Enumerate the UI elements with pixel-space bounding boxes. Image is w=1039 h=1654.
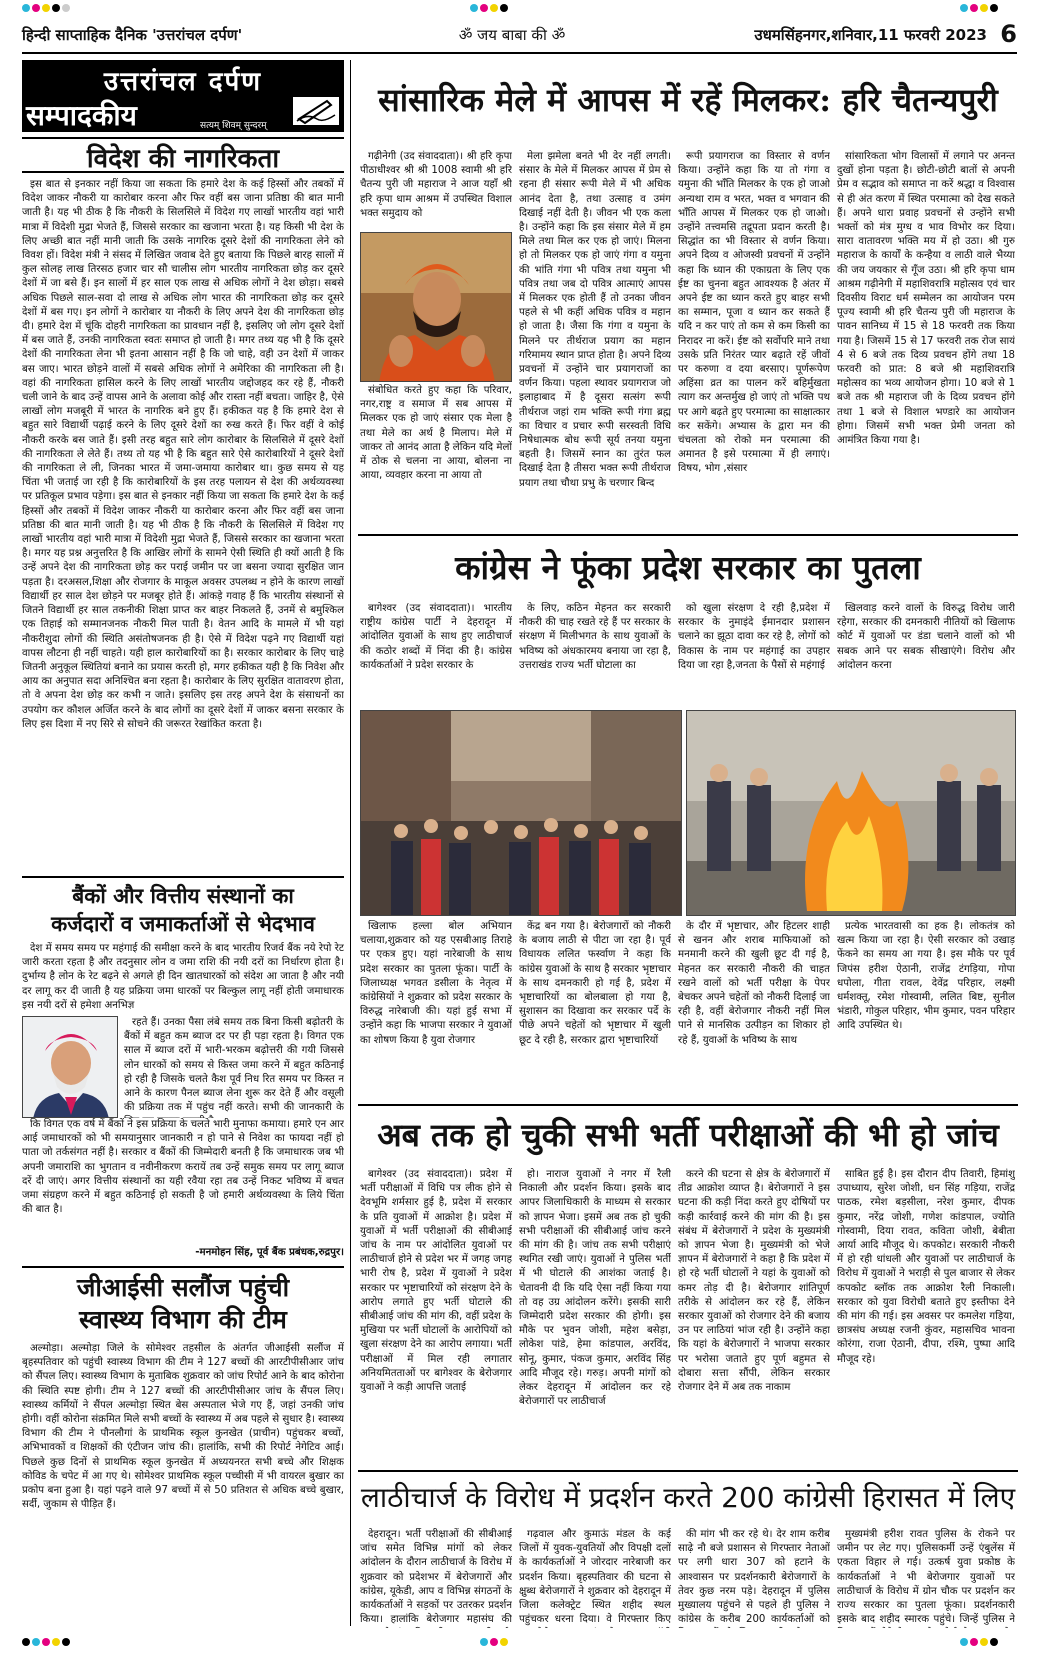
divider [22,1266,344,1268]
registration-dots-top-right [960,4,998,12]
story2-col3: को खुला संरक्षण दे रही है,प्रदेश में सरकार के नुमाइंदे ईमानदार प्रशासन चलाने का झूठा दावा कर रहे है, लोगों को विकास के नाम पर महंगाई का उपहार दिया जा रहा है,जनता के पैसों से महंगाई [678,603,830,671]
header-slogan: ॐ जय बाबा की ॐ [458,26,566,44]
page-header [22,18,1017,54]
header-date: उधमसिंहनगर,शनिवार,11 फरवरी 2023 [754,26,987,44]
story3-headline: अब तक हो चुकी सभी भर्ती परीक्षाओं की भी हो जांच [377,1116,999,1154]
story4-col3: की मांग भी कर रहे थे। देर शाम करीब साढ़े नौ बजे प्रशासन से गिरफ्तार नेताओं पर लगी धारा 307 को हटाने के आश्वासन पर प्रदर्शनकारी बेरोजगारों के तेवर कुछ नरम पड़े। देहरादून में पुलिस मुख्यालय पहुंचने से पहले ही पुलिस ने कांग्रेस के करीब 200 कार्यकर्ताओं को [678,1529,830,1626]
story4-col2: गढ़वाल और कुमाऊं मंडल के कई जिलों में युवक-युवतियों और विपक्षी दलों के कार्यकर्ताओं ने जोरदार नारेबाजी कर प्रदर्शन किया। बृहस्पतिवार की घटना से क्षुब्ध बेरोजगारों ने शुक्रवार को देहरादून में जिला कलेक्ट्रेट स्थित शहीद स्थल पहुंचकर धरना दिया। वे गिरफ्तार किए [519,1529,671,1626]
gic-body: अल्मोड़ा। अल्मोड़ा जिले के सोमेश्वर तहसील के अंतर्गत जीआईसी सलौंज में बृहस्पतिवार को पहुंची स्वास्थ्य विभाग की टीम ने 127 बच्चों की आरटीपीसीआर जांच को सैंपल लिए। स्वास्थ्य विभाग के मुताबिक शुक्रवार को जांच रिपोर्ट आने के बाद कोरोना की स्थिति स्पष्ट होगी। टीम ने 127 बच्चों की आरटीपीसीआर जांच के सैंपल लिए। स्वास्थ्य कर्मियों ने सैंपल अल्मोड़ा स्थित बेस अस्पताल भेजे गए हैं, जहां उनकी जांच होगी। वहीं कोरोना संक्रमित मिले सभी बच्चों के स्वास्थ्य में अब पहले से सुधार है। स्वास्थ्य विभाग की टीम ने पौनलौगां के प्राथमिक स्कूल कुनखेत (प्राचीन) पहुंचकर बच्चों, अभिभावकों व शिक्षकों की एंटीजन जांच की। हालांकि, सभी की रिपोर्ट नेगेटिव आई। पिछले कुछ दिनों से प्राथमिक स्कूल कुनखेत में अध्ययनरत सभी बच्चे और शिक्षक कोविड के चपेट में आ गए थे। सोमेश्वर प्राथमिक स्कूल पच्चीसी में भी वायरल बुखार का प्रकोप बना हुआ है। यहां पढ़ने वाले 97 बच्चों में से 50 प्रतिशत से अधिक बच्चे बुखार, सर्दी, जुकाम से पीड़ित हैं। [22,1343,344,1511]
banks-body-1: देश में समय समय पर महंगाई की समीक्षा करने के बाद भारतीय रिजर्व बैंक नये रेपो रेट जारी करता रहता है और तदनुसार लोन व जमा राशि की नयी दरों का निर्धारण होता है। दुर्भाग्य है लोन के रेट बढ़ने से अगले ही दिन खातधारकों को संदेश आ जाता है और नयी दर लागू कर दी जाती है यह प्रक्रिया जमा धारकों पर बिल्कुल लागू नहीं होती जमाधारक इस नयी दरों से हमेशा अनभिज्ञ [22,943,344,1011]
banks-headline-1: बैंकों और वित्तीय संस्थानों का [72,884,294,908]
page-number: 6 [1000,20,1017,48]
gic-headline-1: जीआईसी सलौंज पहुंची [76,1273,290,1302]
banks-body-3: कि विगत एक वर्ष में बैंकों ने इस प्रक्रिया के चलते भारी मुनाफा कमाया। हमारे एन आर आई जमाधारकों को भी समयानुसार जानकारी न हो पाने से निवेश का फायदा नहीं हो पाता जो तर्कसंगत नहीं है। सरकार व बैंकों की जिम्मेदारी बनती है कि जमाधारक जब भी अपनी जमाराशि का भुगतान व नवीनीकरण करायें तब उन्हें समुक समय पर लागू ब्याज दरें दी जाएं। अगर वित्तीय संस्थानों का यही रवैया रहा तब उन्हें निकट भविष्य में बचत जमा संग्रहण करने में बहुत कठिनाई हो सकती है जो हमारी अर्थव्यवस्था के लिये चिंता की बात है। [22,1119,344,1216]
banks-byline: -मनमोहन सिंह, पूर्व बैंक प्रबंधक,रुद्रपुर। [195,1247,344,1258]
story4-col1: देहरादून। भर्ती परीक्षाओं की सीबीआई जांच समेत विभिन्न मांगों को लेकर आंदोलन के दौरान लाठीचार्ज के विरोध में शुक्रवार को प्रदेशभर में बेरोजगारों और कांग्रेस, यूकेडी, आप व विभिन्न संगठनों के कार्यकर्ताओं ने सड़कों पर उतरकर प्रदर्शन किया। हालांकि बेरोजगार महासंघ की [360,1529,512,1626]
masthead-title: उत्तरांचल दर्पण [103,67,263,97]
registration-dots-bottom-right [960,1638,998,1646]
banks-body-2: रहते हैं। उनका पैसा लंबे समय तक बिना किसी बढ़ोतरी के बैंकों में बहुत कम ब्याज दर पर ही पड़ा रहता है। विगत एक साल में ब्याज दरों में भारी-भरकम बढ़ोत्तरी की गयी जिससे लोन धारकों को समय से किस्त जमा करने में बहुत कठिनाई हो रही है जिसके चलते कैश पूर्व निध रित समय पर किस्त न आने के कारण पैनल ब्याज लेना शुरू कर देते हैं और वसूली की प्रक्रिया तक में पहुंच नहीं करते। सभी की जानकारी के [124,1017,344,1114]
columnist-photo [22,1016,118,1118]
story2-col3b: के दौर में भृष्टाचार, और हिटलर शाही से खनन और शराब माफियाओं को मनमानी करने की खुली छूट दी गई है, मेहनत कर सरकारी नौकरी की चाहत रखने वालों को भर्ती परीक्षा के पेपर बेचकर अपने चहेतों को नौकरी दिलाई जा रही है, वहीं बेरोजगार नौकरी नहीं मिल पाने से मानसिक उत्पीड़न का शिकार हो रहे हैं, युवाओं के भविष्य के साथ [678,921,830,1046]
story3-col1: बागेश्वर (उद संवाददाता)। प्रदेश में भर्ती परीक्षाओं में विधि पत्र लीक होने से देवभूमि शर्मसार हुई है, प्रदेश में सरकार के प्रति युवाओं में आक्रोश है। प्रदेश में युवाओं में भर्ती परीक्षाओं की सीबीआई जांच के नाम पर आंदोलित युवाओं पर लाठीचार्ज होने से प्रदेश भर में जगह जगह भारी रोष है, प्रदेश में युवाओं ने प्रदेश सरकार पर भृष्टाचारियों को संरक्षण देने के आरोप लगाते हुए भर्ती घोटाले की सीबीआई जांच की मांग की, वहीं प्रदेश के मुखिया पर भर्ती घोटालों के आरोपियों को खुला संरक्षण देने का आरोप लगाया। भर्ती परीक्षाओं में मिल रही लगातार अनियमितताओं पर बागेश्वर के बेरोजगार युवाओं ने कड़ी आपत्ति जताई [360,1169,512,1394]
story3-col2: हो। नाराज युवाओं ने नगर में रैली निकाली और प्रदर्शन किया। इसके बाद आपर जिलाधिकारी के माध्यम से सरकार को ज्ञापन भेजा। इसमें अब तक हो चुकी सभी परीक्षाओं की सीबीआई जांच करने की मांग की है। जांच तक सभी परीक्षाएं स्थगित रखी जाएं। युवाओं ने पुलिस भर्ती में भी घोटाले की आशंका जताई है। चेतावनी दी कि यदि ऐसा नहीं किया गया तो वह उग्र आंदोलन करेंगे। इसकी सारी जिम्मेदारी प्रदेश सरकार की होगी। इस मौके पर भुवन जोशी, महेश बसेड़ा, लोकेश पांडे, हेमा कांडपाल, अरविंद, सोनू, कुमार, पंकज कुमार, अरविंद सिंह आदि मौजूद रहे। गरुड़। अपनी मांगों को लेकर देहरादून में आंदोलन कर रहे बेरोजगारों पर लाठीचार्ज [519,1169,671,1408]
editorial-title: विदेश की नागरिकता [22,137,344,173]
editorial-masthead [22,60,344,132]
column-separator [350,60,351,1626]
story1-col1a: गढ़ीनेगी (उद संवाददाता)। श्री हरि कृपा पीठाधीश्वर श्री श्री 1008 स्वामी श्री हरि चैतन्य पुरी जी महाराज ने आज यहाँ श्री हरि कृपा धाम आश्रम में उपस्थित विशाल भक्त समुदाय को [360,151,512,219]
story2-col4b: प्रत्येक भारतवासी का हक है। लोकतंत्र को खत्म किया जा रहा है। ऐसी सरकार को उखाड़ फेंकने का समय आ गया है। इस मौके पर पूर्व जिपंस हरीश ऐठानी, राजेंद्र टंगड़िया, गोपा धपोला, गीता रावल, देवेंद्र परिहार, लक्ष्मी धर्मशक्तू, रमेश गोस्वामी, ललित बिष्ट, सुनील भंडारी, गोकुल परिहार, भीम कुमार, पवन परिहार आदि उपस्थित थे। [837,921,1015,1032]
protest-march-photo [360,710,682,916]
divider [22,876,344,878]
banks-headline-2: कर्जदारों व जमाकर्ताओं से भेदभाव [51,912,315,936]
story4-col4: मुख्यमंत्री हरीश रावत पुलिस के रोकने पर जमीन पर लेट गए। पुलिसकर्मी उन्हें एंबुलेंस में एकता विहार ले गई। उत्कर्ष युवा प्रकोष्ठ के कार्यकर्ताओं ने भी बेरोजगार युवाओं पर लाठीचार्ज के विरोध में ग्रोन चौक पर प्रदर्शन कर राज्य सरकार का पुतला फूंका। प्रदर्शनकारी इसके बाद शहीद स्मारक पहुंचे। जिन्हें पुलिस ने [837,1529,1015,1626]
registration-dots-bottom-left [22,1638,70,1646]
story2-col1: बागेश्वर (उद संवाददाता)। भारतीय राष्ट्रीय कांग्रेस पार्टी ने देहरादून में आंदोलित युवाओं के साथ हुए लाठीचार्ज की कठोर शब्दों में निंदा की है। कांग्रेस कार्यकर्ताओं ने प्रदेश सरकार के [360,603,512,671]
story4-headline: लाठीचार्ज के विरोध में प्रदर्शन करते 200 कांग्रेसी हिरासत में लिए [360,1481,1016,1514]
editorial-body: इस बात से इनकार नहीं किया जा सकता कि हमारे देश के कई हिस्सों और तबकों में विदेश जाकर नौकरी या कारोबार करना और फिर वहीं बस जाना प्रतिष्ठा की बात मानी जाती है। यह भी ठीक है कि नौकरी के सिलसिले में विदेश गए लाखों भारतीय वहां भारी मात्रा में विदेशी मुद्रा भेजते हैं, जिससे सरकार का खजाना भरता है। यह किसी भी देश के लिए अच्छी बात नहीं मानी जाती कि उसके नागरिक दूसरे देशों की नागरिकता लेने को विवश हों। विदेश मंत्री ने संसद में लिखित जवाब देते हुए बताया कि पिछले बारह सालों में कुल सोलह लाख तिरसठ हजार चार सौ चालीस लोग भारतीय नागरिकता छोड़ कर दूसरे देशों में जा बसे हैं। इन सालों में हर साल एक लाख से अधिक लोगों ने देश छोड़ा। सबसे अधिक पिछले साल-सवा दो लाख से अधिक लोग भारत की नागरिकता छोड़ कर दूसरे देशों में बस गए। इन लोगों ने कारोबार या नौकरी के लिए अपने देश की नागरिकता छोड़ दी। हमारे देश में चूंकि दोहरी नागरिकता का प्रावधान नहीं है, इसलिए जो लोग दूसरे देशों में बस जाते हैं, उनकी नागरिकता स्वतः समाप्त हो जाती है। मगर तथ्य यह भी है कि दूसरे देशों की नागरिकता लेना भी इतना आसान नहीं है कि जो चाहे, वही उन देशों में जाकर बस जाए। भारत छोड़ने वालों में सबसे अधिक लोगों ने अमेरिका की नागरिकता ली है। वहां की नागरिकता हासिल करने के लिए लाखों भारतीय जद्दोजहद कर रहे हैं, नौकरी चली जाने के बाद उन्हें वापस आने के अलावा कोई और रास्ता नहीं बचता। जाहिर है, ऐसे लाखों लोग मजबूरी में भारत के नागरिक बने हुए हैं। हकीकत यह है कि हमारे देश से बहुत सारे विद्यार्थी पढ़ाई करने के लिए दूसरे देशों का रुख करते हैं। फिर वहीं वे कोई नौकरी करके बस जाते हैं। इसी तरह बहुत सारे लोग कारोबार के सिलसिले में दूसरे देशों की नागरिकता ले लेते हैं। तथ्य तो यह भी है कि बहुत सारे ऐसे कारोबारियों ने दूसरे देशों की नागरिकता ले ली, जिनका भारत में जमा-जमाया कारोबार था। कुछ समय से यह चिंता भी जताई जा रही है कि कारोबारियों के इस तरह पलायन से देश की अर्थव्यवस्था पर प्रतिकूल प्रभाव पड़ेगा। इस बात से इनकार नहीं किया जा सकता कि हमारे देश के कई हिस्सों और तबकों में विदेश जाकर नौकरी या कारोबार करना और फिर वहीं बस जाना प्रतिष्ठा की बात मानी जाती है। यह भी ठीक है कि नौकरी के सिलसिले में विदेश गए लाखों भारतीय वहां भारी मात्रा में विदेशी मुद्रा भेजते हैं, जिससे सरकार का खजाना भरता है। मगर यह प्रश्न अनुत्तरित है कि आखिर लोगों के सामने ऐसी स्थिति ही क्यों आती है कि उन्हें अपने देश की नागरिकता छोड़ कर पराई जमीन पर जा बसना ज्यादा सुरक्षित जान पड़ता है। दरअसल,शिक्षा और रोजगार के माकूल अवसर उपलब्ध न होने के कारण लाखों विद्यार्थी हर साल देश छोड़ने पर मजबूर होते हैं। आंकड़े गवाह हैं कि भारतीय संस्थानों से जितने विद्यार्थी हर साल तकनीकी शिक्षा प्राप्त कर बाहर निकलते हैं, उनमें से बमुश्किल एक तिहाई को सम्मानजनक नौकरी मिल पाती है। वेतन आदि के मामले में भी यहां नौकरीशुदा लोगों की स्थिति असंतोषजनक ही है। ऐसे में विदेश पढ़ने गए विद्यार्थी यहां वापस लौटना ही नहीं चाहते। यही हाल कारोबारियों का है। सरकार कारोबार के लिए चाहे जितनी अनुकूल स्थितियां बनाने का प्रयास करती हो, मगर हकीकत यही है कि निवेश और आय का अनुपात सदा अनिश्चित बना रहता है। कारोबार के लिए सुरक्षित वातावरण होता, तो वे अपना देश छोड़ कर कभी न जाते। इसलिए इस तरह अपने देश के संसाधनों का उपयोग कर कौशल अर्जित करने के बाद लोगों का दूसरे देशों में जाकर बसना सरकार के लिए इस दिशा में नए सिरे से सोचने की जरूरत रेखांकित करता है। [22,179,344,730]
story2-headline: कांग्रेस ने फूंका प्रदेश सरकार का पुतला [455,548,921,587]
story2-col2b: केंद्र बन गया है। बेरोजगारों को नौकरी के बजाय लाठी से पीटा जा रहा है। पूर्व विधायक ललित फर्स्वाण ने कहा कि कांग्रेस युवाओं के साथ है सरकार भृष्टाचार के साथ दमनकारी हो गई है, प्रदेश में भृष्टाचारियों का बोलबाला हो गया है, सुशासन का दिखावा कर सरकार पर्दे के पीछे अपने चहेतों को भृष्टाचार में खुली छूट दे रही है, सरकार द्वारा भृष्टाचारियों [519,921,671,1046]
story3-col3: करने की घटना से क्षेत्र के बेरोजगारों में तीव्र आक्रोश व्याप्त है। बेरोजगारों ने इस घटना की कड़ी निंदा करते हुए दोषियों पर कड़ी कार्रवाई करने की मांग की है। इस संबंध में बेरोजगारों ने प्रदेश के मुख्यमंत्री को ज्ञापन भेजा है। मुख्यमंत्री को भेजे ज्ञापन में बेरोजगारों ने कहा है कि प्रदेश में हो रहे भर्ती घोटालों ने यहां के युवाओं को कमर तोड़ दी है। बेरोजगार शांतिपूर्ण तरीके से आंदोलन कर रहे हैं, लेकिन सरकार युवाओं को रोजगार देने की बजाय उन पर लाठियां भांज रही है। उन्होंने कहा कि यहां के बेरोजगारों ने भाजपा सरकार पर भरोसा जताते हुए पूर्ण बहुमत से दोबारा सत्ता सौंपी, लेकिन सरकार रोजगार देने में अब तक नाकाम [678,1169,830,1394]
story1-headline: सांसारिक मेले में आपस में रहें मिलकर: हरि चैतन्यपुरी [378,81,998,119]
story2-col1b: खिलाफ हल्ला बोल अभियान चलाया,शुक्रवार को यह एसबीआइ तिराहे पर एकत्र हुए। यहां नारेबाजी के साथ प्रदेश सरकार का पुतला फूंका। पार्टी के जिलाध्यक्ष भगवत डसीला के नेतृत्व में कांग्रेसियों ने शुक्रवार को प्रदेश सरकार के विरुद्ध नारेबाजी की। यहां हुई सभा में उन्होंने कहा कि भाजपा सरकार ने युवाओं का शोषण किया है युवा रोजगार [360,921,512,1046]
story1-col1b: संबोधित करते हुए कहा कि परिवार, नगर,राष्ट्र व समाज में सब आपस में मिलकर एक हो जाएं संसार एक मेला है तथा मेले का अर्थ है मिलाप। मेले में जाकर तो आनंद आता है लेकिन यदि मेलों में ठोक से चलना ना आया, बोलना ना आया, व्यवहार करना ना आया तो [360,385,512,482]
divider [358,534,1018,536]
gic-headline-2: स्वास्थ्य विभाग की टीम [79,1305,287,1334]
pen-icon [292,96,340,126]
effigy-burning-photo [686,710,1016,916]
registration-dots-bottom-center [480,1638,508,1646]
story3-col4: साबित हुई है। इस दौरान दीप तिवारी, हिमांशु उपाध्याय, सुरेश जोशी, धन सिंह गड़िया, राजेंद्र पाठक, रमेश बड़सीला, नरेश कुमार, दीपक कुमार, नरेंद्र जोशी, गणेश कांडपाल, ज्योति गोस्वामी, दिया रावत, कविता जोशी, बेबीता आर्या आदि मौजूद थे। कपकोट। सरकारी नौकरी में हो रही धांधली और युवाओं पर लाठीचार्ज के विरोध में युवाओं ने भराड़ी से पुल बाजार से लेकर कपकोट ब्लॉक तक आक्रोश रैली निकाली। सरकार को युवा विरोधी बताते हुए इस्तीफा देने की मांग की गई। इस अवसर पर कमलेश गड़िया, छात्रसंघ अध्यक्ष रजनी कुंवर, महासचिव भावना कोरंगा, राजा ऐठानी, दीपा, रश्मि, पुष्पा आदि मौजूद रहे। [837,1169,1015,1365]
editorial-section-label: सम्पादकीय [26,99,137,132]
editorial-motto: सत्यम् शिवम् सुन्दरम् [200,121,267,131]
story1-col4: सांसारिकता भोग विलासों में लगाने पर अनन्त दुखों होना पड़ता है। छोटी-छोटी बातों से अपनी प्रेम व सद्भाव को समाप्त ना करें श्रद्धा व विश्वास से ही अंत करण में स्थित परमात्मा को देख सकते हैं। अपने धारा प्रवाह प्रवचनों से उन्होंने सभी भक्तों को मंत्र मुग्ध व भाव विभोर कर दिया। सारा वातावरण भक्ति मय में हो उठा। श्री गुरु महाराज के कार्यों के कन्हैया व लाठी वाले भैय्या की जय जयकार से गूँज उठा। श्री हरि कृपा धाम आश्रम गढ़ीनेगी में महाशिवरात्रि महोत्सव एवं चार दिवसीय विराट धर्म सम्मेलन का आयोजन परम पूज्य स्वामी श्री हरि चैतन्य पुरी जी महाराज के पावन सानिध्य में 15 से 18 फरवरी तक किया गया है। जिसमें 15 से 17 फरवरी तक रोज सायं 4 से 6 बजे तक दिव्य प्रवचन होंगे तथा 18 फरवरी को प्रात: 8 बजे श्री महाशिवरात्रि महोत्सव का भव्य आयोजन होगा। 10 बजे से 1 बजे तक श्री महाराज जी के दिव्य प्रवचन होंगे तथा 1 बजे से विशाल भण्डारे का आयोजन होगा। जिसमें सभी भक्त प्रेमी जनता को आमंत्रित किया गया है। [837,151,1015,447]
story1-col2: मेला झमेला बनते भी देर नहीं लगती। संसार के मेले में मिलकर आपस में प्रेम से रहना ही संसार रूपी मेले में भी अधिक आनंद देता है, तथा उत्साह व उमंग दिखाई नहीं देती है। जीवन भी एक कला है। उन्होंने कहा कि इस संसार मेले में हम मिले तथा मिल कर एक हो जाएं। मिलना हो तो मिलकर एक हो जाएं गंगा व यमुना की भांति गंगा भी पवित्र तथा यमुना भी पवित्र तथा जब दो पवित्र आत्माएं आपस में मिलकर एक होती हैं तो उनका जीवन पहले से भी कहीं अधिक पवित्र व महान हो जाता है। जैसा कि गंगा व यमुना के मिलने पर तीर्थराज प्रयाग का महान गरिमामय स्थान प्राप्त होता है। अपने दिव्य प्रवचनों में उन्होंने चार प्रयागराजों का वर्णन किया। पहला स्थावर प्रयागराज जो इलाहाबाद में है दूसरा सत्संग रूपी तीर्थराज जहां राम भक्ति रूपी गंगा ब्रह्म का विचार व प्रचार रूपी सरस्वती विधि निषेधात्मक बोध रूपी सूर्य तनया यमुना बहती है। जिसमें स्नान का तुरंत फल दिखाई देता है तीसरा भक्त रूपी तीर्थराज प्रयाग तथा चौथा प्रभु के चरणार बिन्द [519,151,671,489]
story2-col2: के लिए, कठिन मेहनत कर सरकारी नौकरी की चाह रखते रहे हैं पर सरकार के संरक्षण में मिलीभगत के साथ युवाओं के भविष्य को अंधकारमय बनाया जा रहा है, उत्तराखंड राज्य भर्ती घोटाला का [519,603,671,671]
registration-dots-top-center [470,4,508,12]
paper-name: हिन्दी साप्ताहिक दैनिक 'उत्तरांचल दर्पण' [22,26,243,44]
registration-dots-top-left [22,4,70,12]
story2-col4: खिलवाड़ करने वालों के विरुद्ध विरोध जारी रहेगा, सरकार की दमनकारी नीतियों को खिलाफ कोर्ट में युवाओं पर डंडा चलाने वालों को भी सबक आने पर सबक सीखाएंगे। विरोध और आंदोलन करना [837,603,1015,671]
swami-photo [360,232,512,382]
story1-col3: रूपी प्रयागराज का विस्तार से वर्णन किया। उन्होंने कहा कि या तो गंगा व यमुना की भाँति मिलकर के एक हो जाओ अन्यथा राम व भरत, भक्त व भगवान की भाँति आपस में मिलकर एक हो जाओ। उन्होंने तत्त्वमसि तद्रूपता प्रदान करती है। सिद्धांत का भी विस्तार से वर्णन किया। अपने दिव्य व ओजस्वी प्रवचनों में उन्होंने कहा कि ध्यान की एकाग्रता के लिए एक ईष्ट का चुनना बहुत आवश्यक है अंतर में अपने ईष्ट का ध्यान करते हुए बाहर सभी का सम्मान, पूजा व ध्यान कर सकते हैं यदि न कर पाएं तो कम से कम किसी का निरादर ना करें। ईष्ट को सर्वोपरि माने तथा उसके प्रति निरंतर प्यार बढ़ाते रहें जीवों पर करुणा व दया बरसाए। पूर्णरूपेण अहिंसा व्रत का पालन करें बहिर्मुखता त्याग कर अन्तर्मुख हो जाएं तो भक्ति पथ पर आगे बढ़ते हुए परमात्मा का साक्षात्कार कर सकेंगे। अभ्यास के द्वारा मन की चंचलता को रोको मन परमात्मा की अमानत है इसे परमात्मा में ही लगाएं। विषय, भोग ,संसार [678,151,830,475]
